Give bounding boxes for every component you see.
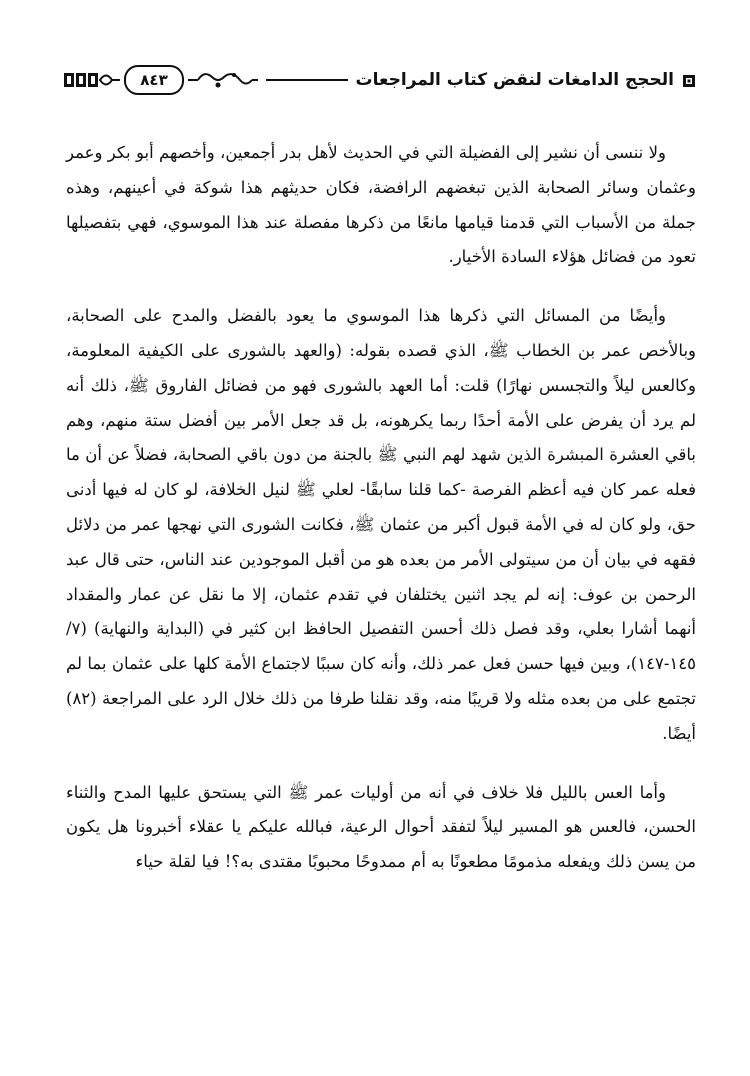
paragraph: ولا ننسى أن نشير إلى الفضيلة التي في الحديث لأهل بدر أجمعين، وأخصهم أبو بكر وعمر وعثمان وسائر الصحابة الذين تبغضهم الرافضة، فكان حديثهم هذا شوكة في أعينهم، وهذه جملة من الأسباب التي قدمنا قيامها مانعًا من ذكرها مفصلة عند هذا الموسوي، فهي بتفصيلها تعود من فضائل هؤلاء السادة الأخيار.: [66, 143, 696, 267]
square-ornament-icon: [682, 73, 696, 87]
paragraph: وأما العس بالليل فلا خلاف في أنه من أوليات عمر ﷺ التي يستحق عليها المدح والثناء الحسن، فالعس هو المسير ليلاً لتفقد أحوال الرعية، فبالله عليكم يا عقلاء أخبرونا هل يكون من يسن ذلك ويفعله مذمومًا مطعونًا به أم ممدوحًا محبوبًا مقتدى به؟! فيا لقلة حياء: [66, 782, 696, 872]
body-text: [66, 136, 696, 904]
filigree-ornament-icon: [188, 67, 258, 93]
header-ornament: [64, 65, 258, 95]
page-number: ٨٤٣: [124, 65, 184, 95]
book-title: الحجج الدامغات لنقض كتاب المراجعات: [355, 70, 674, 90]
running-header: [64, 62, 696, 98]
header-divider: [266, 79, 348, 81]
paragraph: وأيضًا من المسائل التي ذكرها هذا الموسوي ما يعود بالفضل والمدح على الصحابة، وبالأخص عمر بن الخطاب ﷺ، الذي قصده بقوله: (والعهد بالشورى على الكيفية المعلومة، وكالعس ليلاً والتجسس نهارًا) قلت: أما العهد بالشورى فهو من فضائل الفاروق ﷺ، ذلك أنه لم يرد أن يفرض على الأمة أحدًا ربما يكرهونه، بل قد جعل الأمر بين أفضل ستة منهم، وهم باقي العشرة المبشرة الذين شهد لهم النبي ﷺ بالجنة من دون باقي الصحابة، فضلاً عن أن ما فعله عمر كان فيه أعظم الفرصة -كما قلنا سابقًا- لعلي ﷺ لنيل الخلافة، لو كان له فيها أدنى حق، ولو كان له في الأمة قبول أكبر من عثمان ﷺ، فكانت الشورى التي نهجها عمر من دلائل فقهه في بيان أن من سيتولى الأمر من بعده هو من أقبل الموجودين عند الناس، حتى قال عبد الرحمن بن عوف: إنه لم يجد اثنين يختلفان في تقدم عثمان، إلا ما نقل عن عمار والمقداد أنهما أشارا بعلي، وقد فصل ذلك أحسن التفصيل الحافظ ابن كثير في (البداية والنهاية) (٧/ ١٤٥-١٤٧)، وبين فيها حسن فعل عمر ذلك، وأنه كان سببًا لاجتماع الأمة كلها على عثمان بما لم تجتمع على من بعده مثله ولا قريبًا منه، وقد نقلنا طرفا من ذلك خلال الرد على المراجعة (٨٢) أيضًا.: [66, 306, 696, 743]
filigree-ornament-icon: [64, 67, 120, 93]
